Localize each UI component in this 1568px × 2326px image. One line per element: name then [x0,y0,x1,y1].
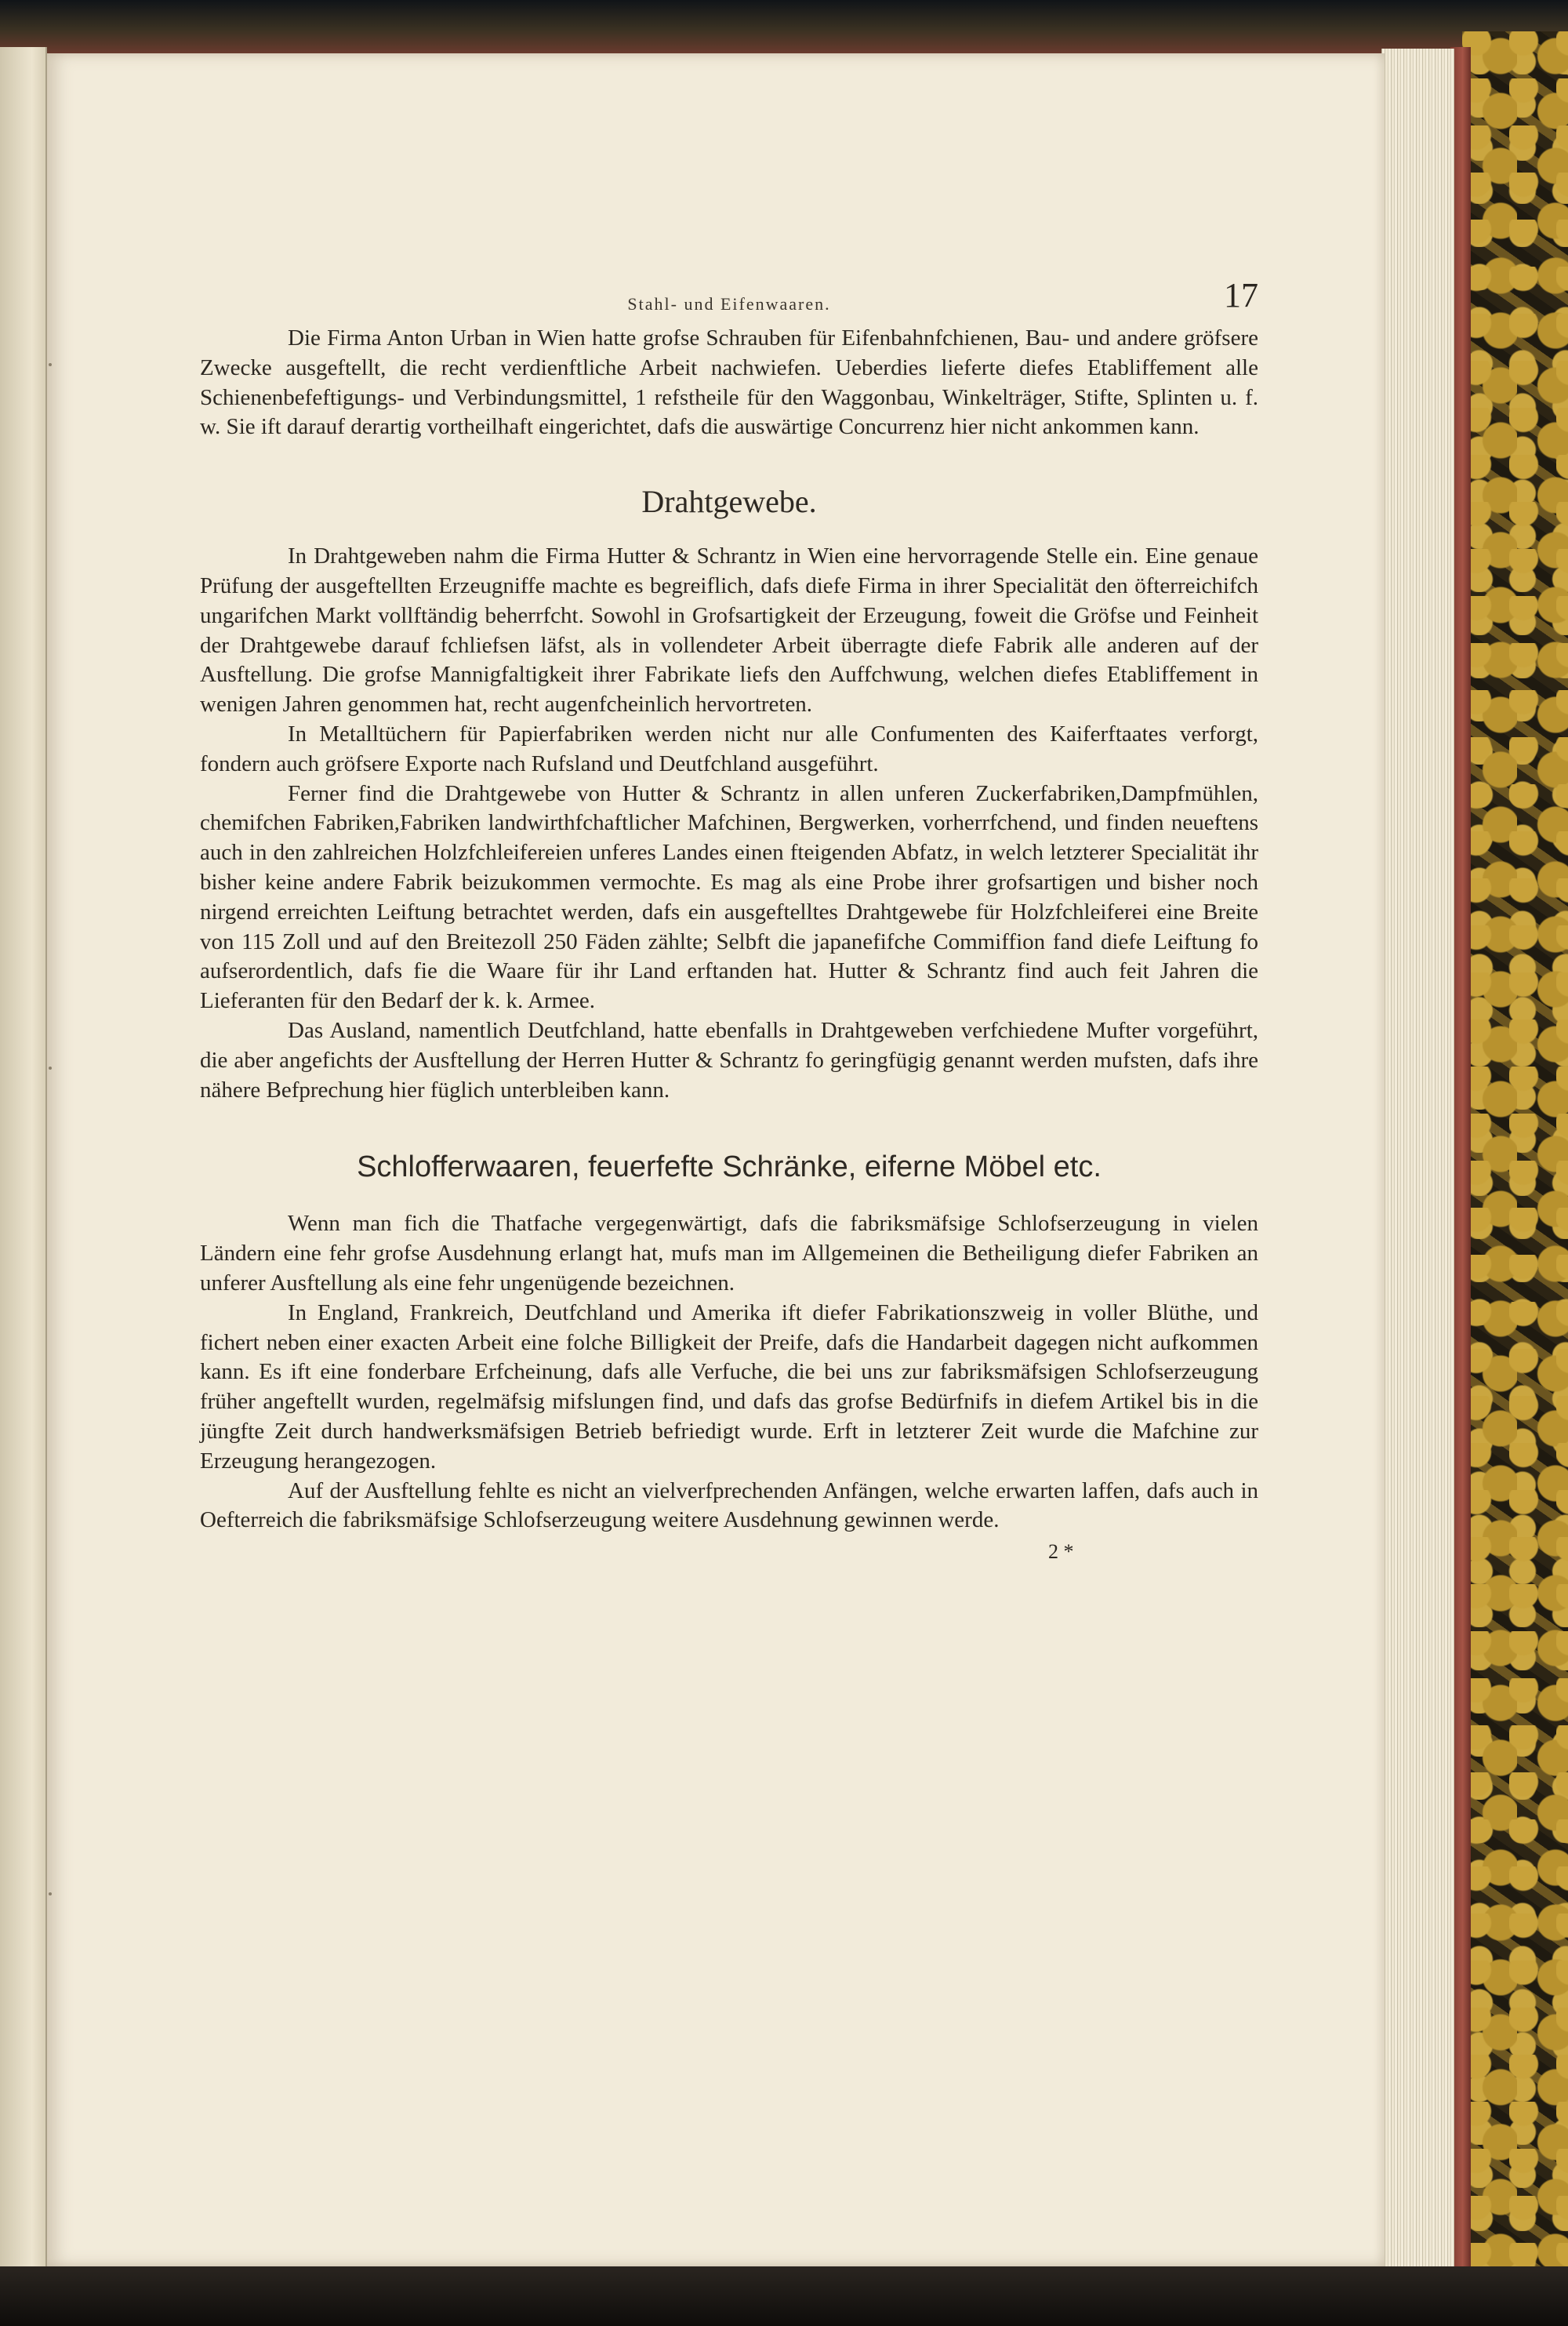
section-heading-drahtgewebe: Drahtgewebe. [641,484,817,520]
page-header [200,277,1258,324]
page-block-edges [1381,49,1454,2270]
section-heading-schlosserwaaren: Schlofferwaaren, feuerfefte Schränke, eiferne Möbel etc. [357,1150,1102,1184]
paragraph: In Drahtgeweben nahm die Firma Hutter & Schrantz in Wien eine hervorragende Stelle ein. Eine genaue Prüfung der ausgeftellten Erzeugniffe machte es begreiflich, dafs diefe Firma in ihrer Specialität den öfterreichifch ungarifchen Markt vollftändig beherrfcht. Sowohl in Grofsartigkeit der Erzeugung, foweit die Gröfse und Feinheit der Drahtgewebe darauf fchliefsen läfst, als in vollendeter Arbeit überragte diefe Fabrik alle anderen auf der Ausftellung. Die grofse Mannigfaltigkeit ihrer Fabrikate liefs den Auffchwung, welchen diefes Etabliffement in wenigen Jahren genommen hat, recht augenfcheinlich hervortreten. [200,543,1258,718]
margin-mark [49,1892,52,1895]
paragraph: In Metalltüchern für Papierfabriken werden nicht nur alle Confumenten des Kaiferftaates verforgt, fondern auch gröfsere Exporte nach Rufsland und Deutfchland ausgeführt. [200,721,1258,776]
paragraph: Das Ausland, namentlich Deutfchland, hatte ebenfalls in Drahtgeweben verfchiedene Mufter vorgeführt, die aber angefichts der Ausftellung der Herren Hutter & Schrantz fo geringfügig genannt werden mufsten, dafs ihre nähere Befprechung hier füglich unterbleiben kann. [200,1017,1258,1103]
paragraph: Ferner find die Drahtgewebe von Hutter & Schrantz in allen unferen Zuckerfabriken,Dampfmühlen, chemifchen Fabriken,Fabriken landwirthfchaftlicher Mafchinen, Bergwerken, vorherrfchend, und finden neueftens auch in den zahlreichen Holzfchleifereien unferes Landes einen fteigenden Abfatz, in welch letzterer Specialität ihr bisher keine andere Fabrik beizukommen vermochte. Es mag als eine Probe ihrer grofsartigen und bisher noch nirgend erreichten Leiftung betrachtet werden, dafs ein ausgeftelltes Drahtgewebe für Holzfchleiferei eine Breite von 115 Zoll und auf den Breitezoll 250 Fäden zählte; Selbft die japanefifche Commiffion fand diefe Leiftung fo aufserordentlich, dafs fie die Waare für ihr Land erftanden hat. Hutter & Schrantz find auch feit Jahren die Lieferanten für den Bedarf der k. k. Armee. [200,780,1258,1014]
book-page [47,53,1385,2266]
running-head: Stahl- und Eifenwaaren. [627,294,831,314]
book-binding-top [0,0,1568,55]
paragraph: Auf der Ausftellung fehlte es nicht an vielverfprechenden Anfängen, welche erwarten laffen, dafs auch in Oefterreich die fabriksmäfsige Schlofserzeugung weitere Ausdehnung gewinnen werde. [200,1477,1258,1533]
marbled-cover [1462,31,1568,2274]
page-number: 17 [1224,276,1258,314]
bottom-shadow [0,2266,1568,2326]
left-page-edge [0,47,47,2306]
margin-mark [49,363,52,366]
signature-mark: 2 * [1048,1540,1074,1564]
text-block [200,277,1258,1564]
paragraph: In England, Frankreich, Deutfchland und Amerika ift diefer Fabrikationszweig in voller Blüthe, und fichert neben einer exacten Arbeit eine folche Billigkeit der Preife, dafs die Handarbeit dagegen nicht aufkommen kann. Es ift eine fonderbare Erfcheinung, dafs alle Verfuche, die bei uns zur fabriksmäfsigen Schlofserzeugung früher angeftellt wurden, regelmäfsig mifslungen find, und dafs das grofse Bedürfnifs in diefem Artikel bis in die jüngfte Zeit durch handwerksmäfsigen Betrieb befriedigt wurde. Erft in letzterer Zeit wurde die Mafchine zur Erzeugung herangezogen. [200,1299,1258,1474]
margin-mark [49,1067,52,1070]
intro-paragraph: Die Firma Anton Urban in Wien hatte grofse Schrauben für Eifenbahnfchienen, Bau- und andere gröfsere Zwecke ausgeftellt, die recht verdienftliche Arbeit nachwiefen. Ueberdies lieferte diefes Etabliffement alle Schienenbefeftigungs- und Verbindungsmittel, 1 refstheile für den Waggonbau, Winkelträger, Stifte, Splinten u. f. w. Sie ift darauf derartig vortheilhaft eingerichtet, dafs die auswärtige Concurrenz hier nicht ankommen kann. [200,325,1258,440]
paragraph: Wenn man fich die Thatfache vergegenwärtigt, dafs die fabriksmäfsige Schlofserzeugung in vielen Ländern eine fehr grofse Ausdehnung erlangt hat, mufs man im Allgemeinen die Betheiligung diefer Fabriken an unferer Ausftellung als eine fehr ungenügende bezeichnen. [200,1211,1258,1296]
